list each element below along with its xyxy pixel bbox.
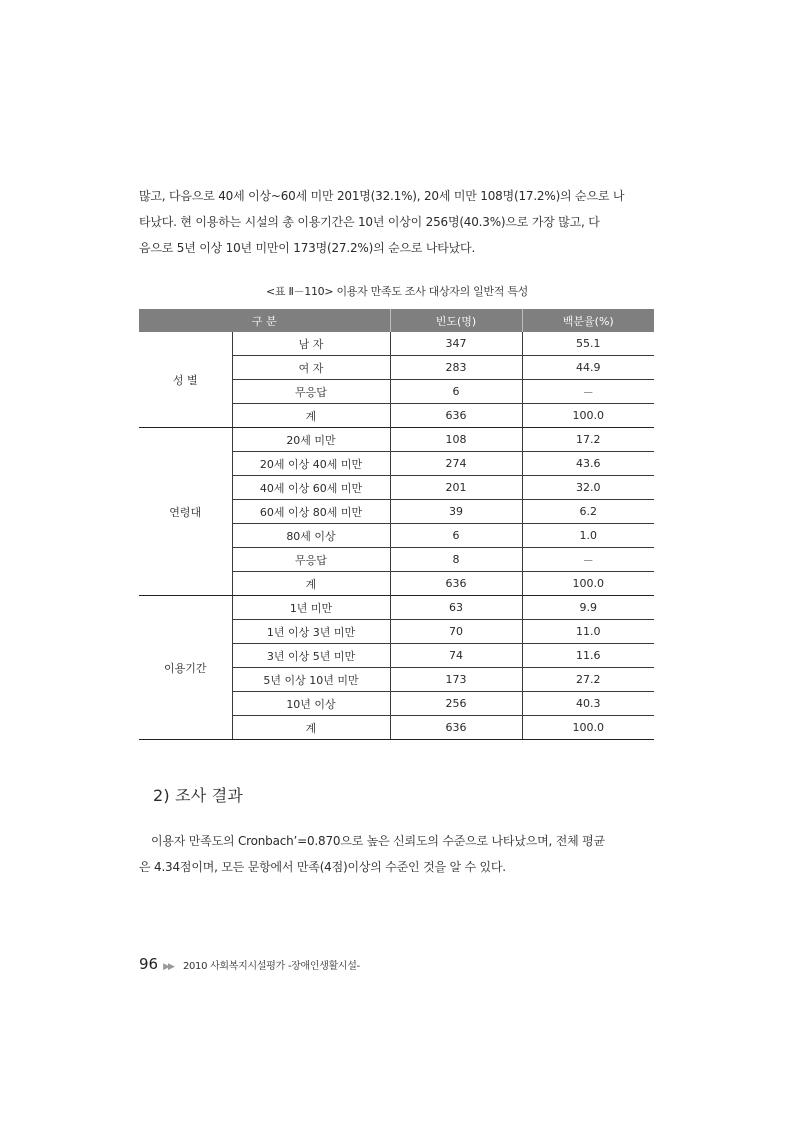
- row-item-cell: 60세 이상 80세 미만: [232, 500, 390, 524]
- frequency-cell: 6: [390, 524, 522, 548]
- page-footer: [139, 955, 360, 975]
- percentage-cell: 11.6: [522, 644, 654, 668]
- results-paragraph: [139, 828, 655, 880]
- row-item-cell: 무응답: [232, 548, 390, 572]
- table-body: [139, 332, 654, 740]
- header-category: 구 분: [139, 309, 390, 332]
- percentage-cell: 32.0: [522, 476, 654, 500]
- frequency-cell: 108: [390, 428, 522, 452]
- row-item-cell: 1년 이상 3년 미만: [232, 620, 390, 644]
- intro-line: 타났다. 현 이용하는 시설의 총 이용기간은 10년 이상이 256명(40.3%)으로 가장 많고, 다: [139, 215, 600, 229]
- percentage-cell: 40.3: [522, 692, 654, 716]
- table-row: [139, 428, 654, 452]
- group-label: 연령대: [139, 428, 232, 596]
- row-item-cell: 3년 이상 5년 미만: [232, 644, 390, 668]
- characteristics-table: [139, 309, 654, 740]
- frequency-cell: 256: [390, 692, 522, 716]
- table-caption: <표 Ⅱ－110> 이용자 만족도 조사 대상자의 일반적 특성: [266, 285, 528, 298]
- footer-arrows-icon: ▶▶: [163, 962, 173, 972]
- row-item-cell: 20세 이상 40세 미만: [232, 452, 390, 476]
- row-item-cell: 40세 이상 60세 미만: [232, 476, 390, 500]
- frequency-cell: 636: [390, 404, 522, 428]
- row-item-cell: 남 자: [232, 332, 390, 356]
- page-number: 96: [139, 955, 159, 973]
- frequency-cell: 636: [390, 572, 522, 596]
- frequency-cell: 6: [390, 380, 522, 404]
- table-row: [139, 332, 654, 356]
- percentage-cell: 55.1: [522, 332, 654, 356]
- table-header-row: [139, 309, 654, 332]
- frequency-cell: 63: [390, 596, 522, 620]
- row-item-cell: 계: [232, 572, 390, 596]
- section-heading: 2) 조사 결과: [153, 786, 244, 805]
- frequency-cell: 8: [390, 548, 522, 572]
- percentage-cell: 6.2: [522, 500, 654, 524]
- row-item-cell: 80세 이상: [232, 524, 390, 548]
- group-label: 성 별: [139, 332, 232, 428]
- percentage-cell: －: [522, 548, 654, 572]
- header-percentage: 백분율(%): [522, 309, 654, 332]
- frequency-cell: 70: [390, 620, 522, 644]
- percentage-cell: 11.0: [522, 620, 654, 644]
- percentage-cell: 100.0: [522, 716, 654, 740]
- row-item-cell: 계: [232, 716, 390, 740]
- percentage-cell: 1.0: [522, 524, 654, 548]
- frequency-cell: 274: [390, 452, 522, 476]
- header-frequency: 빈도(명): [390, 309, 522, 332]
- frequency-cell: 74: [390, 644, 522, 668]
- intro-line: 음으로 5년 이상 10년 미만이 173명(27.2%)의 순으로 나타났다.: [139, 241, 476, 255]
- percentage-cell: 100.0: [522, 572, 654, 596]
- results-line: 은 4.34점이며, 모든 문항에서 만족(4점)이상의 수준인 것을 알 수 있다.: [139, 860, 506, 874]
- table-row: [139, 596, 654, 620]
- intro-paragraph: [139, 183, 655, 261]
- row-item-cell: 여 자: [232, 356, 390, 380]
- row-item-cell: 10년 이상: [232, 692, 390, 716]
- row-item-cell: 5년 이상 10년 미만: [232, 668, 390, 692]
- frequency-cell: 173: [390, 668, 522, 692]
- percentage-cell: 27.2: [522, 668, 654, 692]
- percentage-cell: 44.9: [522, 356, 654, 380]
- group-label: 이용기간: [139, 596, 232, 740]
- row-item-cell: 1년 미만: [232, 596, 390, 620]
- results-line: 이용자 만족도의 Cronbach’=0.870으로 높은 신뢰도의 수준으로 나타났으며, 전체 평균: [151, 834, 605, 848]
- frequency-cell: 201: [390, 476, 522, 500]
- frequency-cell: 39: [390, 500, 522, 524]
- frequency-cell: 283: [390, 356, 522, 380]
- percentage-cell: 43.6: [522, 452, 654, 476]
- intro-line: 많고, 다음으로 40세 이상~60세 미만 201명(32.1%), 20세 미만 108명(17.2%)의 순으로 나: [139, 189, 625, 203]
- row-item-cell: 20세 미만: [232, 428, 390, 452]
- row-item-cell: 계: [232, 404, 390, 428]
- percentage-cell: 100.0: [522, 404, 654, 428]
- row-item-cell: 무응답: [232, 380, 390, 404]
- frequency-cell: 636: [390, 716, 522, 740]
- percentage-cell: 17.2: [522, 428, 654, 452]
- percentage-cell: －: [522, 380, 654, 404]
- percentage-cell: 9.9: [522, 596, 654, 620]
- running-title: 2010 사회복지시설평가 -장애인생활시설-: [182, 961, 360, 972]
- frequency-cell: 347: [390, 332, 522, 356]
